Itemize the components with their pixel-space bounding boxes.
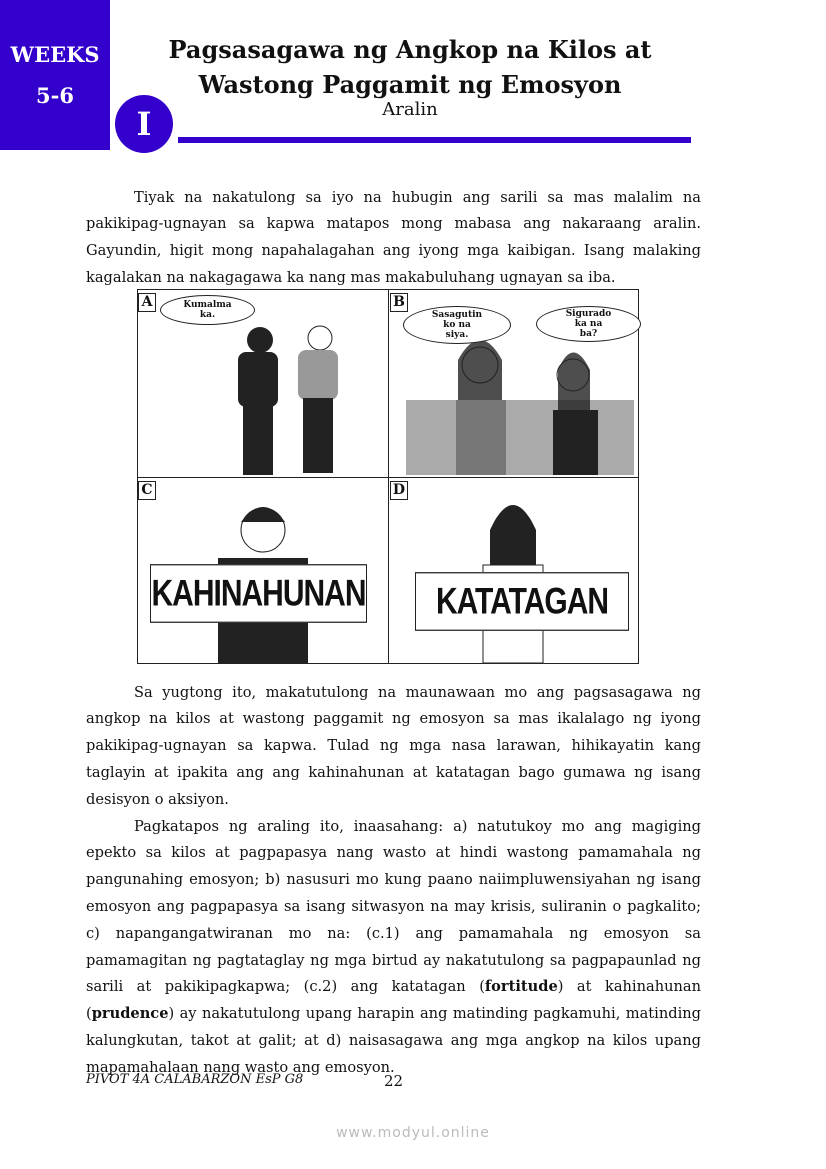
watermark: www.modyul.online — [336, 1125, 490, 1141]
objectives-text: Pagkatapos ng araling ito, inaasahang: a) natutukoy mo ang magiging epekto sa kilos at pagpapasya nang wasto at hindi wastong pamamahala ng pangunahing emosyon; b) nasusuri mo kung paano naiimpluwensiyahan ng isang emosyon ang pagpapasya sa isang sitwasyon na may krisis, suliranin o pagkalito; c) napangangatwiranan mo na: (c.1) ang pamamahala ng emosyon sa pamamagitan ng pagtataglay ng mga birtud ay nakatutulong sa pagpapaunlad ng sarili at pakikipagkapwa; (c.2) ang katatagan ( — [86, 817, 701, 996]
footer-source: PIVOT 4A CALABARZON EsP G8 — [86, 1072, 304, 1087]
term-fortitude: fortitude — [484, 978, 558, 996]
objectives-text: ) ay nakatutulong upang harapin ang matinding pagkamuhi, matinding kalungkutan, takot at galit; at d) naisasagawa ang mga angkop na kilos upang mapamahalaan nang wasto ang emosyon. — [86, 1005, 701, 1076]
panel-c-label: C — [138, 481, 156, 500]
panel-a-label: A — [138, 293, 156, 312]
panel-a-figures — [238, 326, 338, 475]
panel-b-label: B — [390, 293, 408, 312]
page-subtitle: Aralin — [382, 99, 438, 120]
paragraph-2: Sa yugtong ito, makatutulong na maunawaan mo ang pagsasagawa ng angkop na kilos at wastong paggamit ng emosyon sa mas ikalalago ng iyong pakikipag-ugnayan sa kapwa. Tulad ng mga nasa larawan, hihikayatin kang taglayin at ipakita ang ang kahinahunan at katatagan bago gumawa ng isang desisyon o aksiyon. — [86, 683, 701, 808]
title-rule — [178, 137, 691, 143]
comic-panels — [137, 289, 639, 664]
term-prudence: prudence — [91, 1005, 169, 1023]
weeks-badge — [0, 0, 110, 150]
weeks-label: WEEKS — [10, 42, 100, 67]
speech-bubble-a: Kumalma ka. — [160, 295, 255, 325]
speech-bubble-b1: Sasagutin ko na siya. — [403, 306, 511, 344]
objectives-text: ) at kahinahunan ( — [86, 978, 701, 1023]
speech-bubble-b2: Sigurado ka na ba? — [536, 306, 641, 342]
panel-d-label: D — [390, 481, 408, 500]
intro-paragraph: Tiyak na nakatulong sa iyo na hubugin ang sarili sa mas malalim na pakikipag-ugnayan sa kapwa matapos mong mabasa ang nakaraang aralin. Gayundin, higit mong napahalagahan ang iyong mga kaibigan. Isang malaking kagalakan na nakagagawa ka nang mas makabuluhang ugnayan sa iba. — [86, 188, 701, 286]
page-number: 22 — [384, 1072, 404, 1090]
weeks-range: 5-6 — [36, 83, 74, 108]
panel-b-figures — [406, 340, 634, 475]
sign-katatagan: KATATAGAN — [415, 572, 629, 631]
page-title-line2: Wastong Paggamit ng Emosyon — [198, 70, 622, 99]
sign-kahinahunan: KAHINAHUNAN — [150, 564, 367, 623]
objectives-paragraph — [86, 814, 701, 1082]
page-title-line1: Pagsasagawa ng Angkop na Kilos at — [168, 35, 652, 64]
section-letter: I — [115, 95, 173, 153]
